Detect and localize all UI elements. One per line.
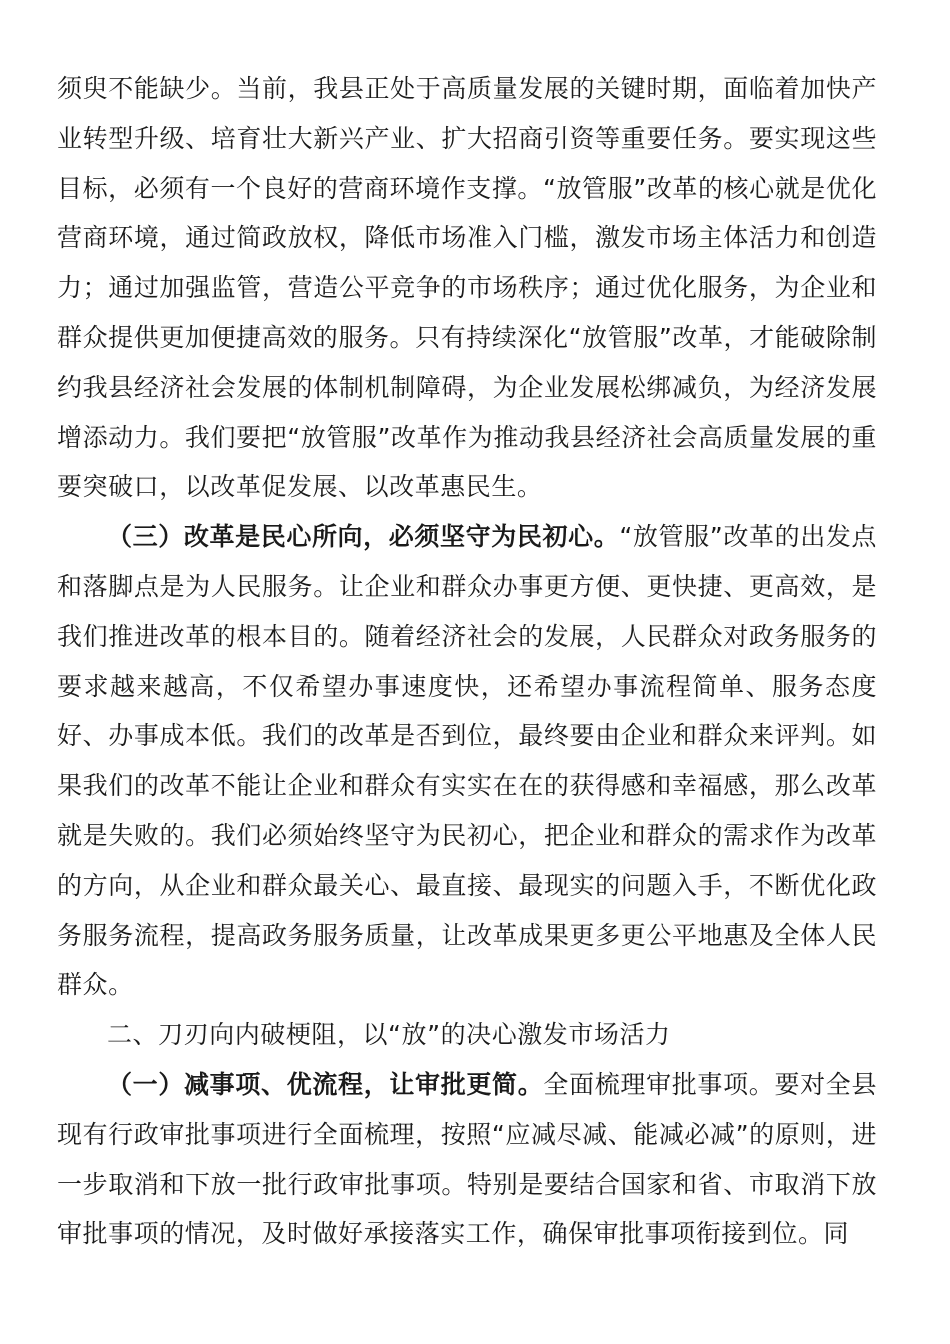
paragraph-bold-lead: （一）减事项、优流程，让审批更简。 [107,1069,544,1099]
section-heading: 二、刀刃向内破梗阻，以“放”的决心激发市场活力 [107,1020,671,1050]
paragraph-bold-lead: （三）改革是民心所向，必须坚守为民初心。 [107,522,620,552]
paragraph-point-three [57,512,877,1010]
document-page [57,64,877,1259]
paragraph-text: 全面梳理审批事项。要对全县现有行政审批事项进行全面梳理，按照“应减尽减、能减必减”的原则，进一步取消和下放一批行政审批事项。特别是要结合国家和省、市取消下放审批事项的情况，及时做好承接落实工作，确保审批事项衔接到位。同 [57,1069,877,1249]
paragraph-text: 须臾不能缺少。当前，我县正处于高质量发展的关键时期，面临着加快产业转型升级、培育壮大新兴产业、扩大招商引资等重要任务。要实现这些目标，必须有一个良好的营商环境作支撑。“放管服”改革的核心就是优化营商环境，通过简政放权，降低市场准入门槛，激发市场主体活力和创造力；通过加强监管，营造公平竞争的市场秩序；通过优化服务，为企业和群众提供更加便捷高效的服务。只有持续深化“放管服”改革，才能破除制约我县经济社会发展的体制机制障碍，为企业发展松绑减负，为经济发展增添动力。我们要把“放管服”改革作为推动我县经济社会高质量发展的重要突破口，以改革促发展、以改革惠民生。 [57,74,877,502]
paragraph-text: “放管服”改革的出发点和落脚点是为人民服务。让企业和群众办事更方便、更快捷、更高效，是我们推进改革的根本目的。随着经济社会的发展，人民群众对政务服务的要求越来越高，不仅希望办事速度快，还希望办事流程简单、服务态度好、办事成本低。我们的改革是否到位，最终要由企业和群众来评判。如果我们的改革不能让企业和群众有实实在在的获得感和幸福感，那么改革就是失败的。我们必须始终坚守为民初心，把企业和群众的需求作为改革的方向，从企业和群众最关心、最直接、最现实的问题入手，不断优化政务服务流程，提高政务服务质量，让改革成果更多更公平地惠及全体人民群众。 [57,522,877,1000]
paragraph-continuation [57,64,877,512]
paragraph-subsection-one [57,1060,877,1259]
